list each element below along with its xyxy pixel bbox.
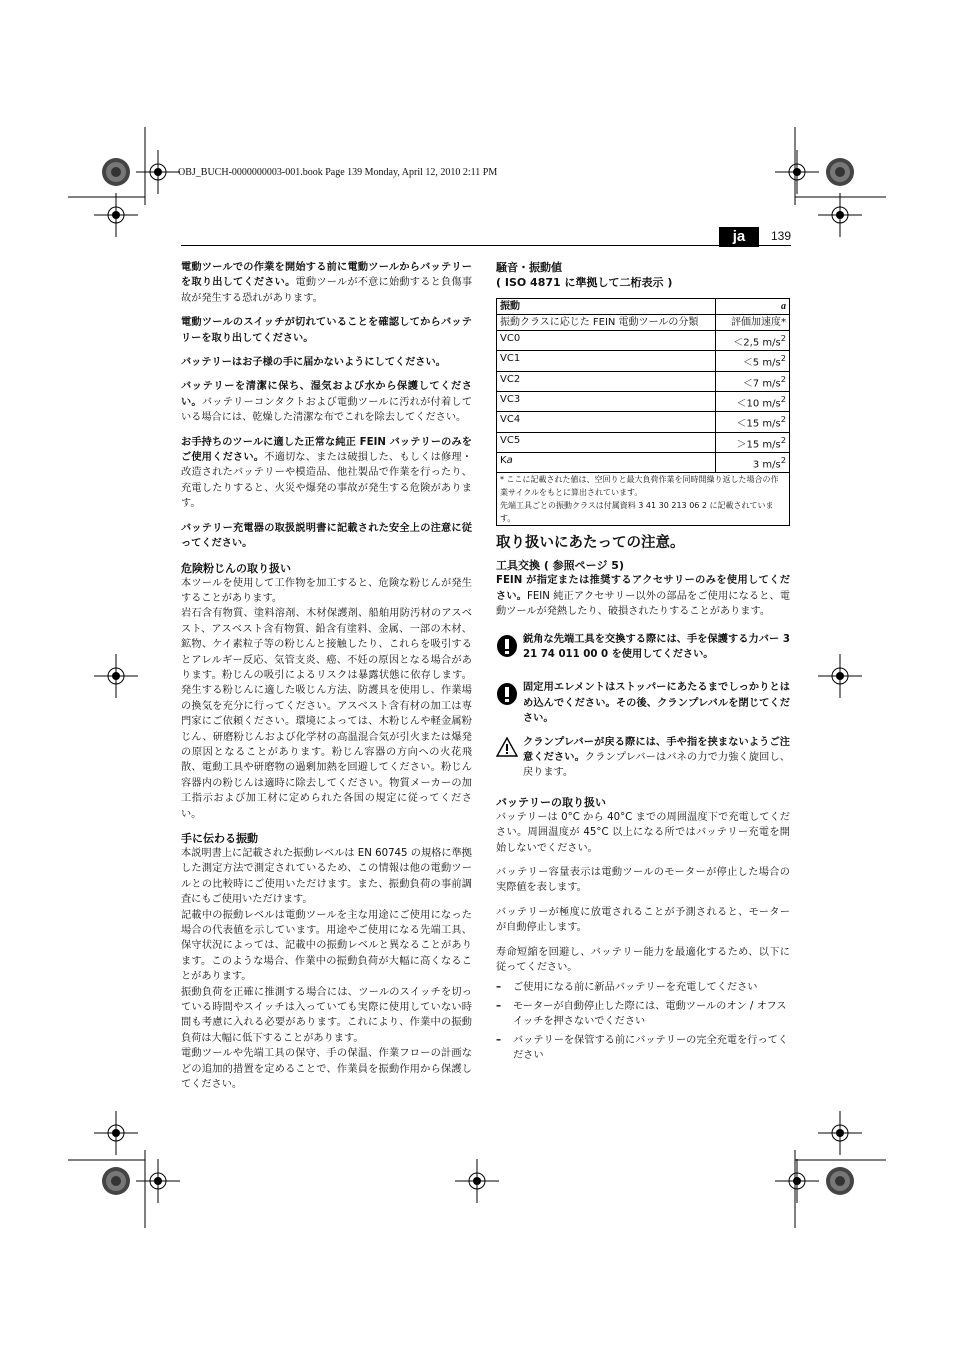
list-item: – モーターが自動停止した際には、電動ツールのオン / オフスイッチを押さないでください [496,1000,787,1028]
table-cell: ＞15 $m/s^2$ [715,432,789,452]
registration-crosshair [136,150,180,194]
paragraph: 電動ツールのスイッチが切れていることを確認してからバッテリーを取り出してください。 [181,317,472,344]
warning-text: 鋭角な先端工具を交換する際には、手を保護する力バー 3 21 74 011 00 0 を使用してください。 [523,633,790,660]
list-item: – バッテリーを保管する前にバッテリーの完全充電を行ってください [496,1034,789,1062]
table-cell: ＜2,5 $m/s^2$ [715,331,789,351]
table-cell: 3 $m/s^2$ [715,452,789,472]
registration-crosshair [94,193,138,237]
paragraph: お手持ちのツールに適した正常な純正 FEIN バッテリーのみをご使用ください。不適切な、または破損した、もしくは修理・改造されたバッテリーや模造品、他社製品で作業を行ったり、充電したりすると、火災や爆発の事故が発生する危険があります。 [181,436,472,510]
registration-crosshair [94,1111,138,1155]
table-cell: Ka [497,452,716,472]
registration-crosshair [94,654,138,698]
registration-star-mark [826,1167,854,1195]
left-column [181,260,472,1093]
registration-crosshair [775,1159,819,1203]
section-heading: バッテリーの取り扱い [496,795,606,809]
section-heading: 工具交換 ( 参照ページ 5) [496,559,624,573]
table-header: a [715,299,789,315]
paragraph: 電動ツールでの作業を開始する前に電動ツールからバッテリーを取り出してください。電動ツールが不意に始動すると負傷事故が発生する恐れがあります。 [181,262,473,304]
caution-text: クランプレバーが戻る際には、手や指を挟まないようご注意ください。クランプレバーはバネの力で力強く旋回し、戻ります。 [523,736,790,779]
table-footnote: * ここに記載された値は、空回りと最大負荷作業を同時開繰り返した場合の作業サイクルをもとに算出されています。 先端工具ごとの振動クラスは付属資料 3 41 30 213 06 2 に記載されています。 [497,473,790,526]
paragraph: バッテリーはお子様の手に届かないようにしてください。 [181,357,446,369]
table-cell: VC2 [497,371,716,391]
paragraph: 本説明書上に記載された振動レベルは EN 60745 の規格に準拠した測定方法で測定されているため、この情報は他の電動ツールとの比較時にご使用いただけます。また、振動負荷の事前調査にもご使用いただけます。 [181,848,472,906]
table-cell: ＜7 $m/s^2$ [715,371,789,391]
paragraph: バッテリーは 0°C から 40°C までの周囲温度下で充電してください。周囲温度が 45°C 以上になる所ではバッテリー充電を開始しないでください。 [496,811,790,854]
warning-note [496,632,790,663]
registration-star-mark [102,1167,130,1195]
table-cell: ＜5 $m/s^2$ [715,351,789,371]
paragraph: FEIN が指定または推奨するアクセサリーのみを使用してください。FEIN 純正アクセサリー以外の部品をご使用になると、電動ツールが発熱したり、破損されたりすることがあります。 [496,575,791,618]
section-heading: ( ISO 4871 に準拠して二桁表示 ) [496,276,673,289]
exclamation-icon [496,682,518,706]
paragraph: 記載中の振動レベルは電動ツールを主な用途にご使用になった場合の代表値を示しています。用途やご使用になる先端工具、保守状況によっては、記載中の振動レベルと異なることがあります。このような場合、作業中の振動負荷が大幅に高くなることがあります。 [181,909,472,983]
registration-crosshair [136,1159,180,1203]
vibration-table [496,298,790,526]
table-cell: VC0 [497,331,716,351]
exclamation-icon [496,634,518,658]
registration-crosshair [455,1159,499,1203]
registration-crosshair [818,193,862,237]
table-row [497,412,790,432]
registration-star-mark [826,158,854,186]
right-column [496,260,790,1066]
table-cell: 振動クラスに応じた FEIN 電動ツールの分類 [497,315,716,331]
paragraph: バッテリー容量表示は電動ツールのモーターが停止した場合の実際値を表します。 [496,866,790,894]
section-heading: 危険粉じんの取り扱い [181,561,291,575]
table-cell: VC1 [497,351,716,371]
table-row [497,391,790,411]
warning-triangle-icon [496,737,518,757]
table-row [497,351,790,371]
section-heading: 手に伝わる振動 [181,832,258,845]
paragraph: バッテリー充電器の取扱説明書に記載された安全上の注意に従ってください。 [181,522,472,550]
table-cell: VC5 [497,432,716,452]
table-row [497,432,790,452]
paragraph: バッテリーを清潔に保ち、湿気および水から保護してください。バッテリーコンタクトおよび電動ツールに汚れが付着している場合には、乾燥した清潔な布でこれを除去してください。 [181,381,473,424]
caution-note [496,735,790,781]
paragraph: 電動ツールや先端工具の保守、手の保温、作業フローの計画などの追加的措置を定めることで、作業員を振動作用から保護してください。 [181,1048,472,1091]
language-tab: ja [719,227,759,247]
registration-crosshair [818,1111,862,1155]
table-row [497,371,790,391]
paragraph: 寿命短縮を回避し、バッテリー能力を最適化するため、以下に従ってください。 [496,946,790,974]
print-info-line: OBJ_BUCH-0000000003-001.book Page 139 Monday, April 12, 2010 2:11 PM [178,167,498,178]
section-heading: 騒音・振動値 [496,261,562,274]
table-cell: VC4 [497,412,716,432]
table-cell: 評価加速度* [715,315,789,331]
list-item: – ご使用になる前に新品バッテリーを充電してください [496,982,758,994]
table-row [497,331,790,351]
paragraph: 振動負荷を正確に推測する場合には、ツールのスイッチを切っている時間やスイッチは入っていても実際に使用していない時間も考慮に入れる必要があります。これにより、作業中の振動負荷は大幅に低下することがあります。 [181,986,472,1044]
paragraph: 本ツールを使用して工作物を加工すると、危険な粉じんが発生することがあります。 [181,577,472,604]
registration-crosshair [775,150,819,194]
table-cell: ＜10 $m/s^2$ [715,391,789,411]
table-cell: ＜15 $m/s^2$ [715,412,789,432]
page-number: 139 [771,229,792,243]
table-header: 振動 [497,299,716,315]
registration-star-mark [102,158,130,186]
paragraph: 岩石含有物質、塗料溶剤、木材保護剤、船舶用防汚材のアスベスト、アスベスト含有物質、鉛含有塗料、金属、一部の木材、鉱物、ケイ素粒子等の粉じんと接触したり、これらを吸引するとアレルギー反応、気管支炎、癌、不妊の原因となる場合があります。粉じんの吸引によるリスクは暴露状態に依存します。発生する粉じんに適した吸じん方法、防護具を使用し、作業場の換気を充分に行ってください。アスベスト含有材の加工は専門家にご依頼ください。環境によっては、木粉じんや軽金属粉じん、研磨粉じんおよび化学材の高温混合気が引火または爆発の原因となることがあります。粉じん容器の方向への火花飛散、電動工具や研磨物の過剰加熱を回避してください。粉じん容器内の粉じんは適時に除去してください。物質メーカーの加工指示および加工材に定められた各国の規定に従ってください。 [181,608,472,820]
registration-crosshair [818,654,862,698]
header-rule [181,245,791,246]
warning-note [496,680,790,726]
section-title: 取り扱いにあたっての注意。 [496,535,685,552]
table-cell: VC3 [497,391,716,411]
warning-text: 固定用エレメントはストッパーにあたるまでしっかりとはめ込んでください。その後、クランプレバルを閉じてください。 [523,682,790,725]
paragraph: バッテリーが極度に放電されることが予測されると、モーターが自動停止します。 [496,906,790,934]
table-row [497,452,790,472]
